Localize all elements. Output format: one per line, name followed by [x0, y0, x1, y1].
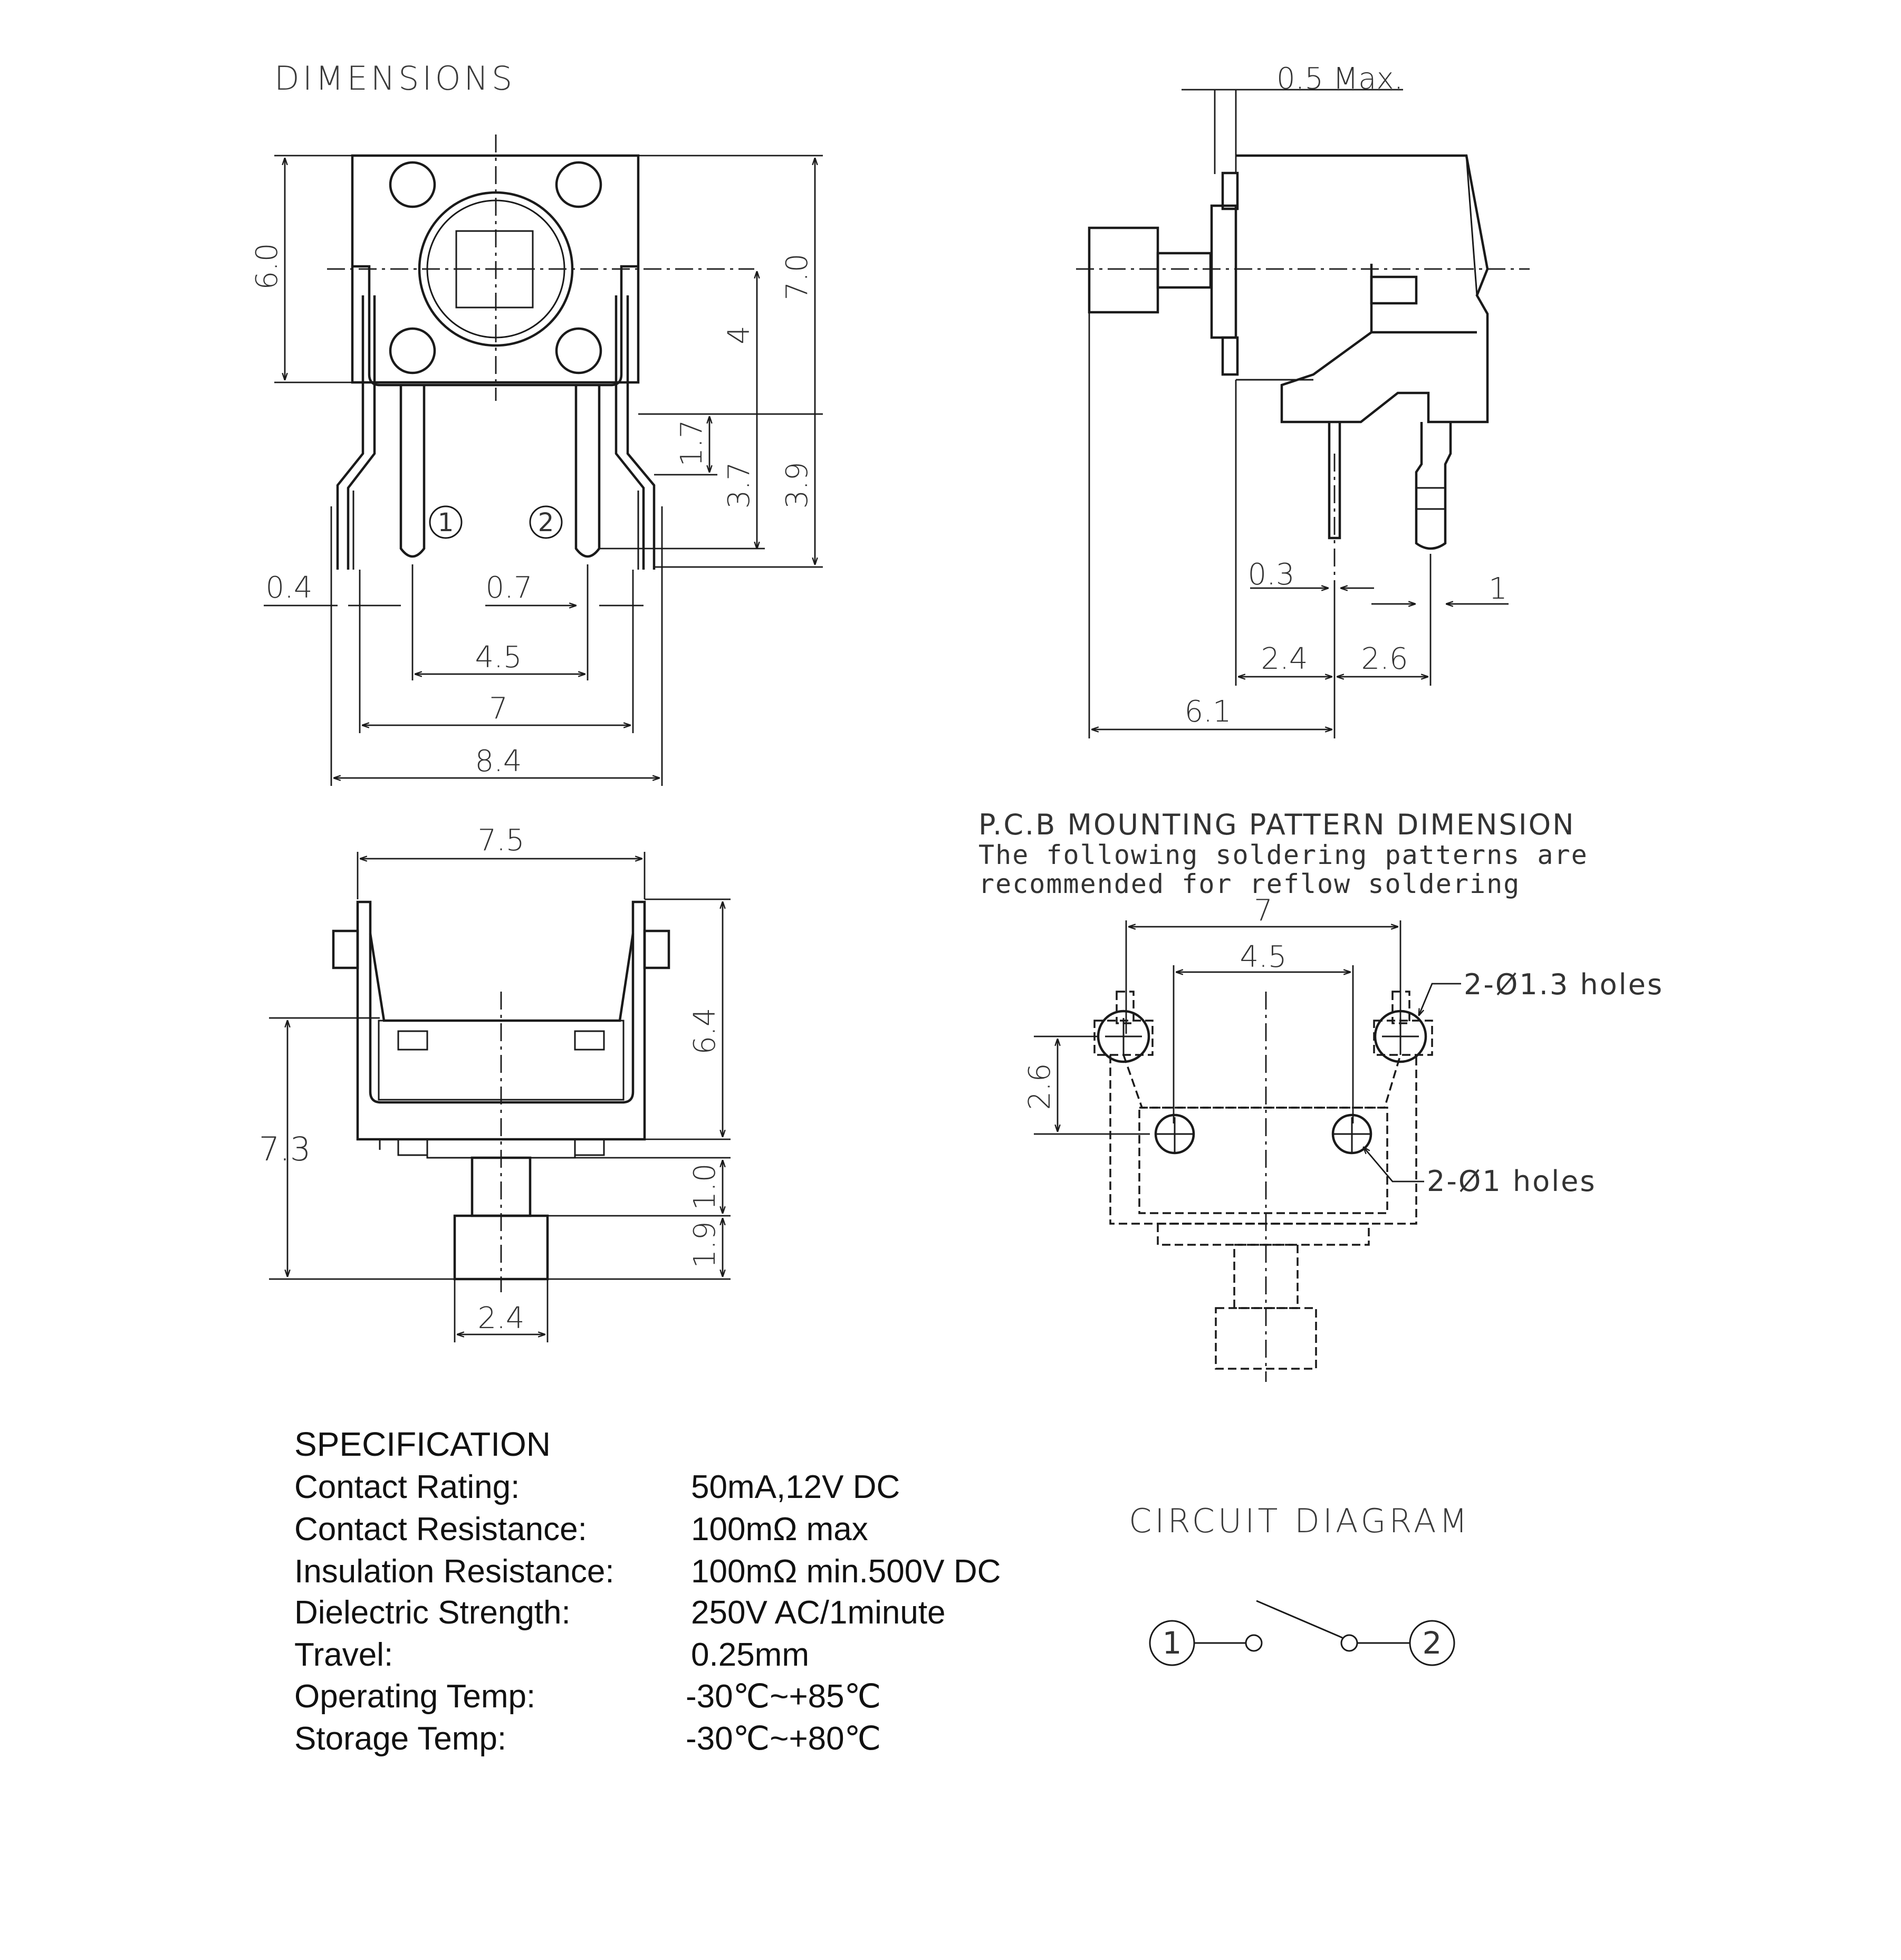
circuit-pin-2: 2 [1422, 1625, 1442, 1661]
circuit-heading: CIRCUIT DIAGRAM [1129, 1502, 1471, 1540]
dim-7: 7 [489, 691, 508, 726]
spec-label: Dielectric Strength: [294, 1594, 571, 1631]
dim-0-3: 0.3 [1247, 558, 1295, 592]
dim-3-9: 3.9 [780, 462, 814, 509]
spec-value: 250V AC/1minute [691, 1594, 946, 1631]
dim-0-5-max: 0.5 Max. [1276, 62, 1404, 96]
specification-table [294, 1425, 1001, 1757]
dim-6-0: 6.0 [250, 243, 284, 290]
side-body [1236, 156, 1487, 422]
switch-contact-right [1341, 1635, 1357, 1651]
dim-0-7: 0.7 [485, 571, 533, 605]
front-view [250, 134, 823, 786]
spec-label: Contact Resistance: [294, 1511, 587, 1548]
switch-contact-left [1246, 1635, 1262, 1651]
pin-2-label: 2 [537, 508, 554, 537]
dim-4: 4 [722, 325, 756, 344]
dim-3-7: 3.7 [722, 462, 756, 509]
dim-8-4: 8.4 [475, 744, 522, 779]
spec-value: -30℃~+80℃ [686, 1721, 881, 1757]
mount-hole-bl [390, 329, 435, 373]
mount-hole-tl [390, 162, 435, 207]
plunger-stem [1158, 253, 1211, 287]
dim-4-5: 4.5 [475, 640, 522, 675]
spec-value: 100mΩ max [691, 1511, 868, 1548]
pcb-note-line-1: The following soldering patterns are [978, 840, 1588, 870]
dimensions-heading: DIMENSIONS [274, 59, 516, 98]
spec-label: Contact Rating: [294, 1469, 520, 1505]
dim-7-5: 7.5 [477, 823, 525, 858]
circuit-pin-1: 1 [1162, 1625, 1182, 1661]
spec-label: Insulation Resistance: [294, 1553, 615, 1590]
spec-title: SPECIFICATION [294, 1425, 551, 1463]
dim-7-0: 7.0 [780, 253, 814, 301]
dim-1-0: 1.0 [688, 1163, 722, 1210]
spec-label: Storage Temp: [294, 1721, 507, 1757]
pcb-holes-large-label: 2-Ø1.3 holes [1464, 968, 1664, 1001]
pcb-holes-small-label: 2-Ø1 holes [1427, 1165, 1597, 1198]
dim-7-3: 7.3 [258, 1130, 311, 1168]
dim-6-1: 6.1 [1184, 695, 1232, 729]
pin-1-label: 1 [437, 508, 454, 537]
dim-2-6-side: 2.6 [1361, 642, 1408, 676]
pcb-note-line-2: recommended for reflow soldering [978, 869, 1521, 899]
spec-value: 50mA,12V DC [691, 1469, 900, 1505]
side-actuator-pin [1371, 277, 1416, 303]
pcb-pattern [978, 808, 1664, 1382]
mount-hole-br [556, 329, 601, 373]
pcb-dim-2-6: 2.6 [1023, 1063, 1057, 1110]
spec-label: Operating Temp: [294, 1678, 536, 1715]
dim-1-9: 1.9 [688, 1221, 722, 1269]
pcb-dim-4-5: 4.5 [1240, 940, 1287, 974]
bottom-view [259, 823, 731, 1342]
dim-2-4-side: 2.4 [1261, 642, 1308, 676]
side-view [1076, 62, 1530, 738]
spec-label: Travel: [294, 1637, 393, 1673]
pcb-dim-7: 7 [1254, 893, 1273, 928]
plunger-cap [1089, 228, 1158, 312]
spec-value: 100mΩ min.500V DC [691, 1553, 1001, 1590]
mount-hole-tr [556, 162, 601, 207]
circuit-diagram [1129, 1502, 1471, 1665]
pcb-title: P.C.B MOUNTING PATTERN DIMENSION [978, 808, 1576, 841]
dim-6-4: 6.4 [688, 1007, 722, 1055]
dim-2-4-bottom: 2.4 [477, 1301, 525, 1336]
dim-1-7: 1.7 [675, 419, 709, 467]
switch-lever [1256, 1601, 1342, 1638]
spec-value: -30℃~+85℃ [686, 1678, 881, 1715]
dim-1: 1 [1489, 572, 1508, 606]
dim-0-4: 0.4 [265, 571, 313, 605]
spec-value: 0.25mm [691, 1637, 809, 1673]
